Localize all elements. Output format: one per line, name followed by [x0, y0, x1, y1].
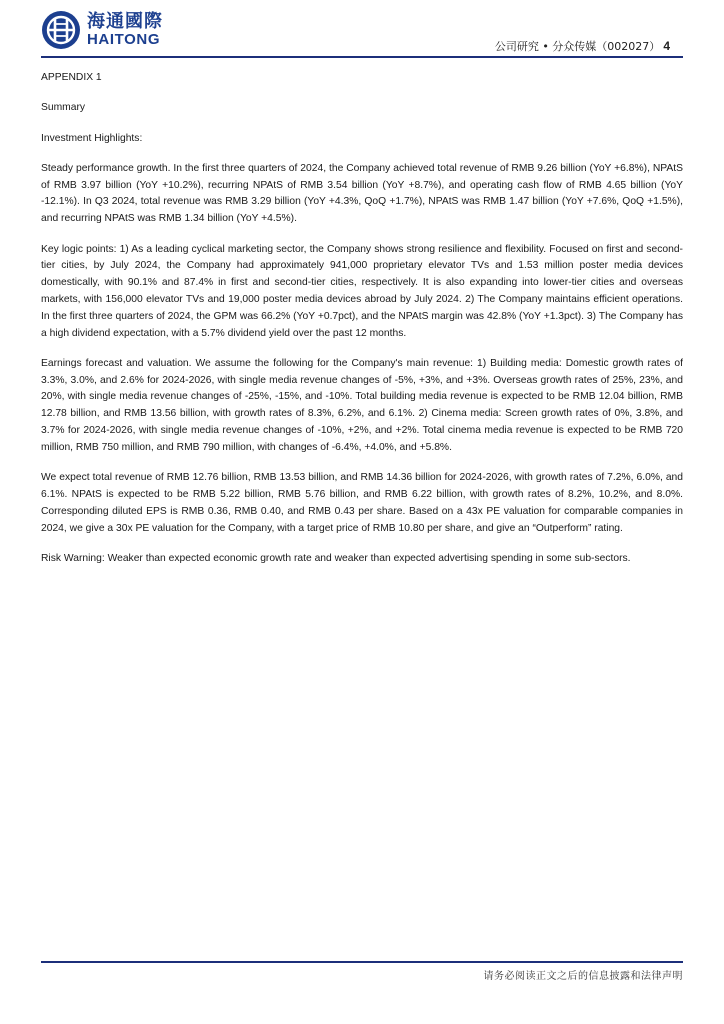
appendix-label: APPENDIX 1: [41, 72, 102, 83]
logo-english-name: HAITONG: [87, 31, 161, 48]
report-header: [495, 38, 670, 54]
performance-paragraph: Steady performance growth. In the first three quarters of 2024, the Company achieved total revenue of RMB 9.26 billion (YoY +6.8%), NPAtS of RMB 3.97 billion (YoY +10.2%), recurring NPAtS of RMB 3.54 billion (YoY +8.7%), and operating cash flow of RMB 4.65 billion (YoY -12.1%). In Q3 2024, total revenue was RMB 3.29 billion (YoY +4.3%, QoQ +1.7%), NPAtS was RMB 1.47 billion (YoY +7.6%, QoQ +1.5%), and recurring NPAtS was RMB 1.34 billion (YoY +4.5%).: [41, 162, 683, 225]
summary-heading: Summary: [41, 102, 86, 114]
footer-disclaimer: 请务必阅读正文之后的信息披露和法律声明: [483, 971, 683, 982]
page-number: 4: [663, 39, 670, 53]
document-body: [41, 70, 683, 581]
haitong-emblem-icon: [40, 9, 82, 51]
haitong-logo: [40, 9, 163, 51]
footer-divider: [41, 961, 683, 963]
expectation-paragraph: We expect total revenue of RMB 12.76 billion, RMB 13.53 billion, and RMB 14.36 billion for 2024-2026, with growth rates of 7.2%, 6.0%, and 6.1%. NPAtS is expected to be RMB 5.22 billion, RMB 5.76 billion, and RMB 6.22 billion, with growth rates of 8.2%, 10.2%, and 8.0%. Corresponding diluted EPS is RMB 0.36, RMB 0.40, and RMB 0.43 per share. Based on a 43x PE valuation for comparable companies in 2024, we give a 30x PE valuation for the Company, with a target price of RMB 10.80 per share, and give an “Outperform” rating.: [41, 472, 683, 534]
report-label: 公司研究 • 分众传媒（002027）: [494, 40, 661, 53]
highlights-heading: Investment Highlights:: [41, 132, 143, 144]
key-logic-paragraph: Key logic points: 1) As a leading cyclical marketing sector, the Company shows strong resilience and flexibility. Focused on first and second-tier cities, by July 2024, the Company had approximately 941,000 proprietary elevator TVs and 1.53 million poster media devices domestically, with 90.1% and 87.4% in first and second-tier cities, respectively. It is also expanding into lower-tier cities and overseas markets, with 156,000 elevator TVs and 19,000 poster media devices abroad by July 2024. 2) The Company maintains efficient operations. In the first three quarters of 2024, the GPM was 66.2% (YoY +0.7pct), and the NPAtS margin was 42.8% (YoY +1.3pct). 3) The Company has a high dividend expectation, with a 5.7% dividend yield over the past 12 months.: [41, 243, 683, 339]
logo-chinese-name: 海通國際: [87, 11, 163, 32]
header-divider: [41, 56, 683, 58]
risk-warning-paragraph: Risk Warning: Weaker than expected economic growth rate and weaker than expected advertising spending in some sub-sectors.: [41, 552, 631, 564]
forecast-paragraph: Earnings forecast and valuation. We assume the following for the Company's main revenue: 1) Building media: Domestic growth rates of 3.3%, 3.0%, and 2.6% for 2024-2026, with single media revenue changes of -5%, +3%, and +3%. Overseas growth rates of 25%, 23%, and 20%, with single media revenue changes of -25%, -15%, and -10%. Total building media revenue is expected to be RMB 12.04 billion, RMB 12.78 billion, and RMB 13.56 billion, with growth rates of 8.3%, 6.2%, and 6.1%. 2) Cinema media: Screen growth rates of 0%, 3.8%, and 3.7% for 2024-2026, with single media revenue changes of -10%, +2%, and +2%. Total cinema media revenue is expected to be RMB 720 million, RMB 750 million, and RMB 790 million, with changes of -6.4%, +4.0%, and +5.8%.: [41, 357, 683, 453]
